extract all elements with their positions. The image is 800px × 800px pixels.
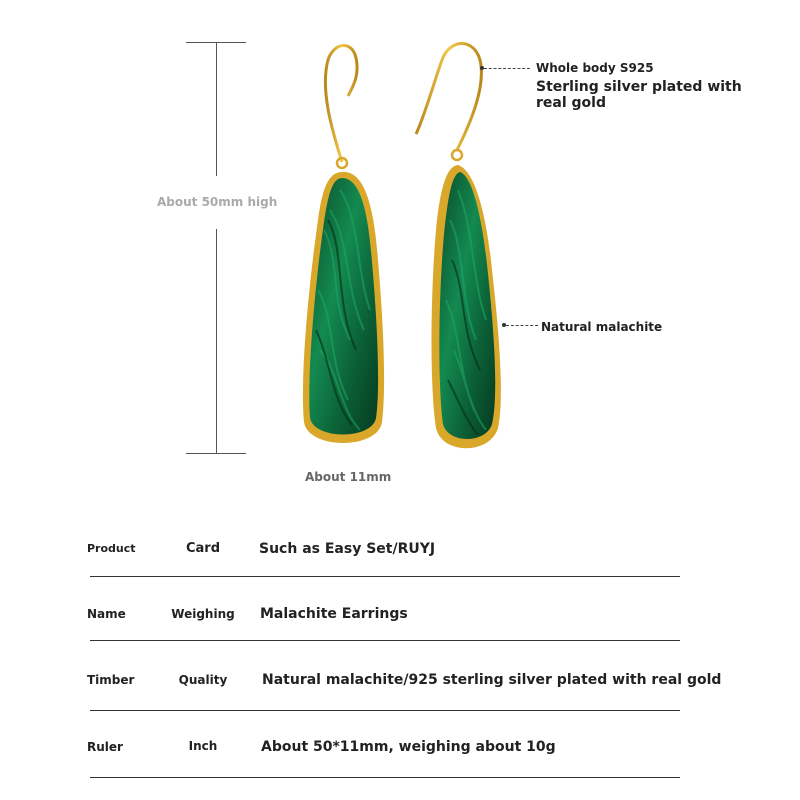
row-value: About 50*11mm, weighing about 10g [261,739,556,755]
row-divider [90,576,680,577]
row-label: Product [87,542,136,555]
row-label: Ruler [87,740,123,754]
row-label: Timber [87,673,135,687]
height-line-upper [216,42,217,176]
row-value: Malachite Earrings [260,606,408,622]
left-earring [303,45,384,443]
row-sub: Inch [188,739,218,753]
material-line2: Sterling silver plated with real gold [536,79,742,111]
height-label: About 50mm high [157,195,278,209]
row-sub: Card [185,541,221,556]
row-divider [90,710,680,711]
material-callout-leader [484,68,530,69]
stone-callout-leader [506,325,538,326]
stone-label: Natural malachite [541,320,663,334]
row-value: Natural malachite/925 sterling silver plated with real gold [262,672,722,688]
row-value: Such as Easy Set/RUYJ [259,541,436,557]
earrings-illustration [290,30,520,460]
row-sub: Weighing [171,607,235,621]
material-line1: Whole body S925 [536,61,654,75]
row-divider [90,777,680,778]
row-sub: Quality [178,673,228,687]
row-label: Name [87,607,126,621]
height-line-lower [216,229,217,454]
right-earring [416,44,501,449]
row-divider [90,640,680,641]
height-bottom-tick [186,453,246,454]
width-label: About 11mm [305,470,392,484]
